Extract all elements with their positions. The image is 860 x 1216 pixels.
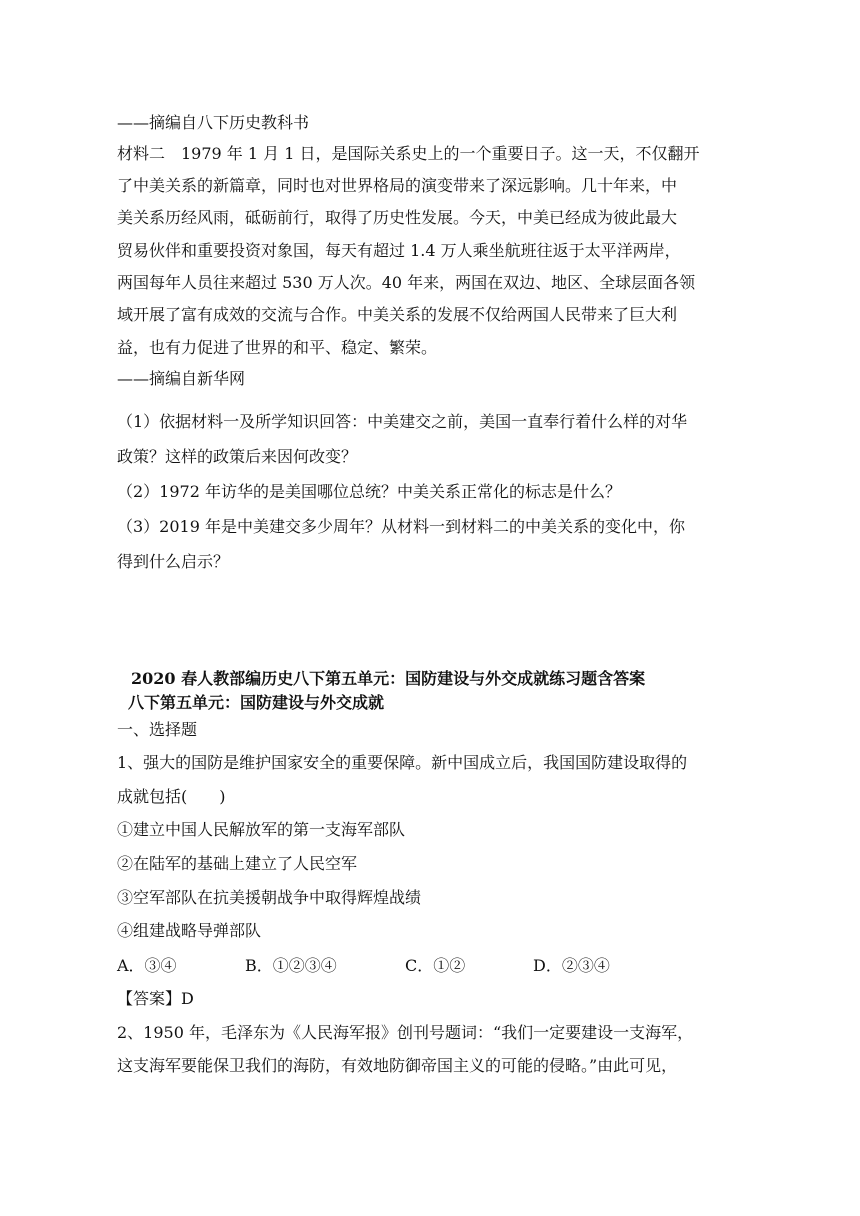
question-line: （1）依据材料一及所学知识回答：中美建交之前，美国一直奉行着什么样的对华 [117,412,688,431]
material2-line: 了中美关系的新篇章，同时也对世界格局的演变带来了深远影响。几十年来，中 [117,176,678,195]
q1-answer: 【答案】D [117,989,194,1008]
q2-stem-line: 2、1950 年，毛泽东为《人民海军报》创刊号题词：“我们一定要建设一支海军， [117,1023,694,1042]
material2-line: 美关系历经风雨，砥砺前行，取得了历史性发展。今天，中美已经成为彼此最大 [117,208,678,227]
material2-line: 益，也有力促进了世界的和平、稳定、繁荣。 [117,338,438,357]
section-heading: 一、选择题 [117,720,198,739]
q1-item: ②在陆军的基础上建立了人民空军 [117,854,358,873]
q1-options [117,955,757,977]
document-subtitle: 八下第五单元：国防建设与外交成就 [128,693,385,712]
question-line: （3）2019 年是中美建交多少周年？从材料一到材料二的中美关系的变化中，你 [117,517,685,536]
option-b: B．①②③④ [245,956,337,975]
question-line: 得到什么启示？ [117,552,230,571]
question-line: （2）1972 年访华的是美国哪位总统？中美关系正常化的标志是什么？ [117,482,621,501]
q1-stem-line: 成就包括( ) [117,787,226,806]
q1-stem-line: 1、强大的国防是维护国家安全的重要保障。新中国成立后，我国国防建设取得的 [117,753,688,772]
material2-line: 材料二 1979 年 1 月 1 日，是国际关系史上的一个重要日子。这一天，不仅翻开 [117,144,700,163]
q1-item: ④组建战略导弹部队 [117,921,262,940]
material2-line: 贸易伙伴和重要投资对象国，每天有超过 1.4 万人乘坐航班往返于太平洋两岸， [117,241,681,260]
material2-line: 域开展了富有成效的交流与合作。中美关系的发展不仅给两国人民带来了巨大利 [117,305,678,324]
q1-item: ①建立中国人民解放军的第一支海军部队 [117,820,406,839]
q1-item: ③空军部队在抗美援朝战争中取得辉煌战绩 [117,888,422,907]
option-c: C．①② [405,956,466,975]
option-d: D．②③④ [533,956,610,975]
source-citation-xinhua: ——摘编自新华网 [117,369,246,388]
material2-line: 两国每年人员往来超过 530 万人次。40 年来，两国在双边、地区、全球层面各领 [117,273,696,292]
source-citation-textbook: ——摘编自八下历史教科书 [117,113,310,132]
question-line: 政策？这样的政策后来因何改变？ [117,447,358,466]
document-title: 2020 春人教部编历史八下第五单元：国防建设与外交成就练习题含答案 [131,669,646,688]
q2-stem-line: 这支海军要能保卫我们的海防，有效地防御帝国主义的可能的侵略。”由此可见， [117,1056,678,1075]
option-a: A．③④ [117,956,177,975]
